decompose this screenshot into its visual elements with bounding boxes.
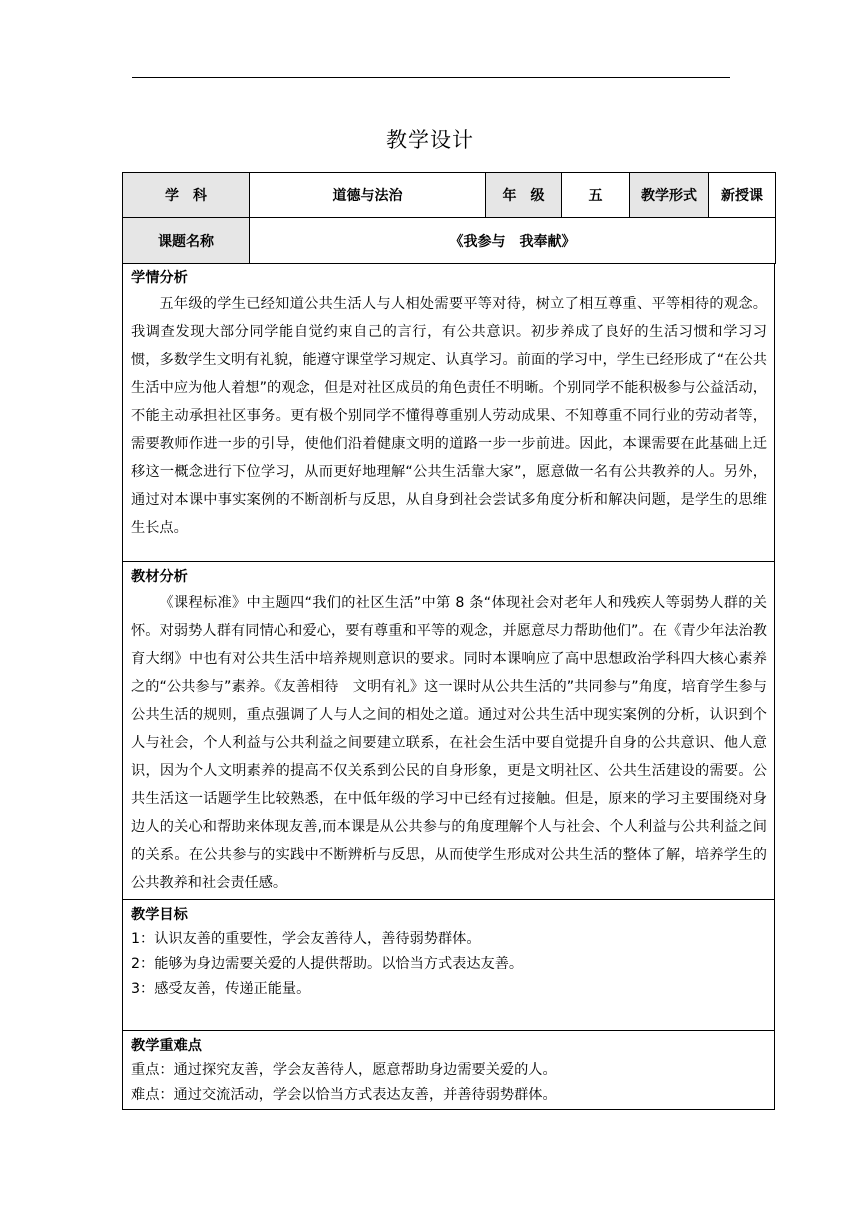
material-analysis-section	[122, 562, 775, 900]
student-analysis-heading: 学情分析	[131, 270, 188, 286]
objective-item: 1：认识友善的重要性，学会友善待人，善待弱势群体。	[131, 931, 481, 947]
difficulty-item: 难点：通过交流活动，学会以恰当方式表达友善，并善待弱势群体。	[131, 1087, 557, 1103]
student-analysis-section	[122, 263, 775, 562]
key-points-section	[122, 1031, 775, 1110]
teaching-form-value: 新授课	[709, 173, 776, 218]
objective-item: 3：感受友善，传递正能量。	[131, 981, 311, 997]
objective-item: 2：能够为身边需要关爱的人提供帮助。以恰当方式表达友善。	[131, 956, 524, 972]
lesson-info-table	[122, 172, 776, 264]
material-analysis-heading: 教材分析	[131, 569, 188, 585]
key-point-item: 重点：通过探究友善，学会友善待人，愿意帮助身边需要关爱的人。	[131, 1062, 557, 1078]
document-title: 教学设计	[386, 128, 474, 152]
objectives-section	[122, 900, 775, 1031]
topic-label: 课题名称	[123, 218, 250, 264]
subject-value: 道德与法治	[250, 173, 486, 218]
teaching-form-label: 教学形式	[630, 173, 709, 218]
material-analysis-body: 《课程标准》中主题四“我们的社区生活”中第 8 条“体现社会对老年人和残疾人等弱势人群的关怀。对弱势人群有同情心和爱心，要有尊重和平等的观念，并愿意尽力帮助他们”。在《青少年法治教育大纲》中也有对公共生活中培养规则意识的要求。同时本课响应了高中思想政治学科四大核心素养之的“公共参与”素养。《友善相待 文明有礼》这一课时从公共生活的”共同参与”角度，培育学生参与公共生活的规则，重点强调了人与人之间的相处之道。通过对公共生活中现实案例的分析，认识到个人与社会，个人利益与公共利益之间要建立联系，在社会生活中要自觉提升自身的公共意识、他人意识，因为个人文明素养的提高不仅关系到公民的自身形象，更是文明社区、公共生活建设的需要。公共生活这一话题学生比较熟悉，在中低年级的学习中已经有过接触。但是，原来的学习主要围绕对身边人的关心和帮助来体现友善,而本课是从公共参与的角度理解个人与社会、个人利益与公共利益之间的关系。在公共参与的实践中不断辨析与反思，从而使学生形成对公共生活的整体了解，培养学生的公共教养和社会责任感。	[131, 595, 767, 891]
grade-label: 年 级	[486, 173, 562, 218]
key-points-heading: 教学重难点	[131, 1038, 202, 1054]
grade-value: 五	[562, 173, 630, 218]
topic-value: 《我参与 我奉献》	[250, 218, 776, 264]
header-rule	[132, 77, 730, 78]
student-analysis-body: 五年级的学生已经知道公共生活人与人相处需要平等对待，树立了相互尊重、平等相待的观念。我调查发现大部分同学能自觉约束自己的言行，有公共意识。初步养成了良好的生活习惯和学习习惯，多数学生文明有礼貌，能遵守课堂学习规定、认真学习。前面的学习中，学生已经形成了“在公共生活中应为他人着想”的观念，但是对社区成员的角色责任不明晰。个别同学不能积极参与公益活动，不能主动承担社区事务。更有极个别同学不懂得尊重别人劳动成果、不知尊重不同行业的劳动者等，需要教师作进一步的引导，使他们沿着健康文明的道路一步一步前进。因此，本课需要在此基础上迁移这一概念进行下位学习，从而更好地理解“公共生活靠大家”，愿意做一名有公共教养的人。另外，通过对本课中事实案例的不断剖析与反思，从自身到社会尝试多角度分析和解决问题，是学生的思维生长点。	[131, 296, 767, 536]
subject-label: 学 科	[123, 173, 250, 218]
objectives-heading: 教学目标	[131, 907, 188, 923]
